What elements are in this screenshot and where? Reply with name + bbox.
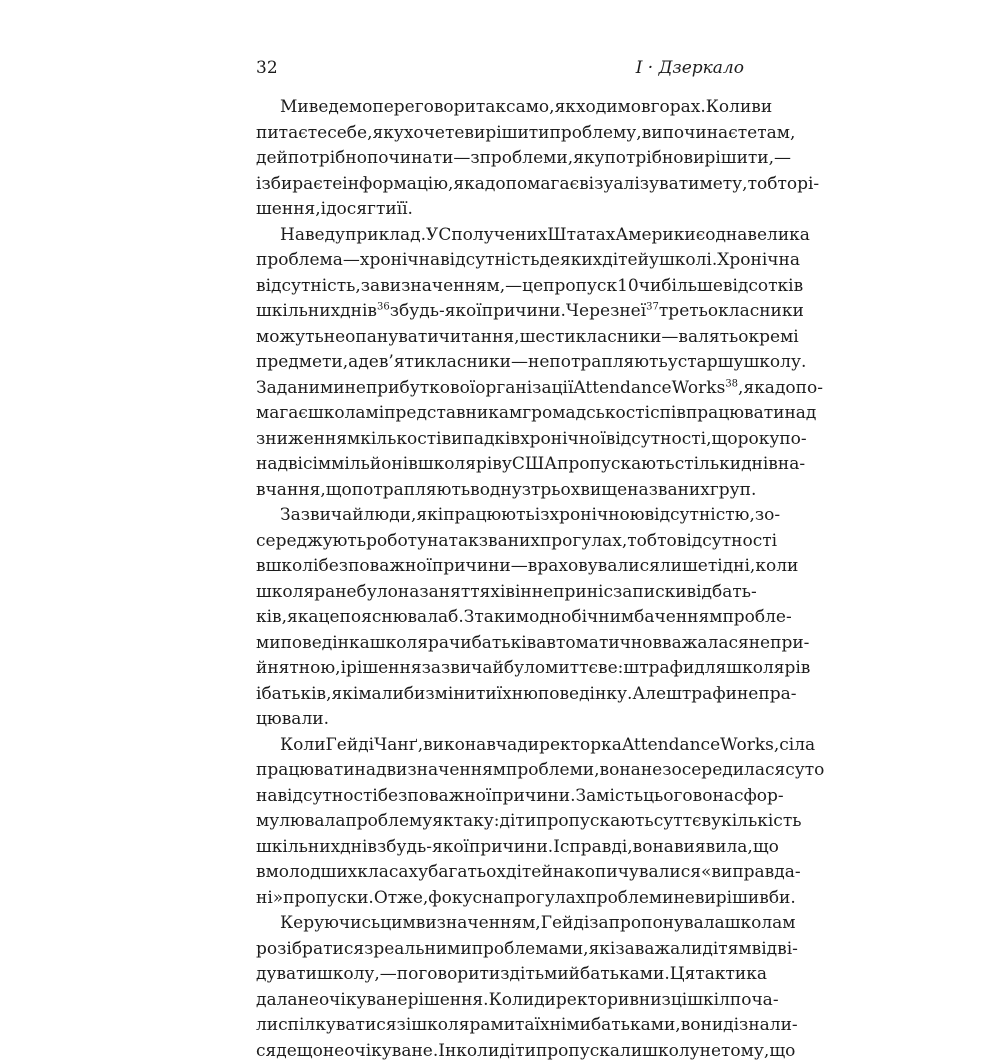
text-line: середжують роботу на так званих прогулах, тобто відсутності xyxy=(256,529,745,555)
text-line: відсутність, за визначенням, — це пропуск 10 чи більше відсотків xyxy=(256,274,745,300)
text-line: в молодших класах у багатьох дітей накопичувалися «виправда- xyxy=(256,860,745,886)
text-line: Ми ведемо переговори так само, як ходимо в горах. Коли ви xyxy=(256,95,745,121)
text-line: зниженням кількості випадків хронічної відсутності, щороку по- xyxy=(256,427,745,453)
paragraph xyxy=(256,223,745,504)
text-line: розібратися з реальними проблемами, які заважали дітям відві- xyxy=(256,937,745,963)
text-line: Коли Гейді Чанґ, виконавча директорка Attendance Works, сіла xyxy=(256,733,745,759)
page-number: 32 xyxy=(256,58,278,78)
text-line: шкільних днів з будь-якої причини. І справді, вона виявила, що xyxy=(256,835,745,861)
body-text xyxy=(256,95,745,1064)
text-line: мулювала проблему як таку: діти пропускають суттєву кількість xyxy=(256,809,745,835)
text-line: на відсутності без поважної причини. Замість цього вона сфор- xyxy=(256,784,745,810)
text-line: предмети, а дев’ятикласники — не потрапляють у старшу школу. xyxy=(256,350,745,376)
text-line: над вісім мільйонів школярів у США пропускають стільки днів на- xyxy=(256,452,745,478)
text-line: ми поведінка школяра чи батьків автоматично вважалася непри- xyxy=(256,631,745,657)
text-line: працювати над визначенням проблеми, вона не зосередилася суто xyxy=(256,758,745,784)
text-line: дувати школу, — поговорити з дітьми й батьками. Ця тактика xyxy=(256,962,745,988)
text-line: питаєте себе, яку хочете вирішити проблему, ви починаєте там, xyxy=(256,121,745,147)
text-line: ків, яка це пояснювала б. З таким однобічним баченням пробле- xyxy=(256,605,745,631)
text-line: ні» пропуски. Отже, фокус на прогулах проблеми не вирішив би. xyxy=(256,886,745,912)
text-line: магає школам і представникам громадськості співпрацювати над xyxy=(256,401,745,427)
text-line: де й потрібно починати — з проблеми, яку потрібно вирішити, — xyxy=(256,146,745,172)
text-line: Зазвичай люди, які працюють із хронічною відсутністю, зо- xyxy=(256,503,745,529)
text-line: і збираєте інформацію, яка допомагає візуалізувати мету, тобто рі- xyxy=(256,172,745,198)
paragraph xyxy=(256,733,745,912)
text-line: шення, і досягти її. xyxy=(256,197,745,223)
text-line: Керуючись цим визначенням, Гейді запропонувала школам xyxy=(256,911,745,937)
text-line: шкільних днів$^{36}$ з будь-якої причини. Через неї$^{37}$ третьокласники xyxy=(256,299,745,325)
text-line: і батьків, які мали би змінити їхню поведінку. Але штрафи не пра- xyxy=(256,682,745,708)
text-line: ли спілкуватися зі школярами та їхніми батьками, вони дізнали- xyxy=(256,1013,745,1039)
text-line: цювали. xyxy=(256,707,745,733)
running-header: I · Дзеркало xyxy=(636,58,744,78)
text-line: в школі без поважної причини — враховувалися лише ті дні, коли xyxy=(256,554,745,580)
text-line: школяра не було на заняттях і він не приніс записки від бать- xyxy=(256,580,745,606)
text-line: ся дещо неочікуване. Інколи діти пропускали школу не тому, що xyxy=(256,1039,745,1064)
text-line: дала неочікуване рішення. Коли директори в низці шкіл поча- xyxy=(256,988,745,1014)
text-line: Наведу приклад. У Сполучених Штатах Америки є одна велика xyxy=(256,223,745,249)
text-line: йнятною, і рішення зазвичай було миттєве: штрафи для школярів xyxy=(256,656,745,682)
text-line: проблема — хронічна відсутність деяких дітей у школі. Хронічна xyxy=(256,248,745,274)
paragraph xyxy=(256,95,745,223)
text-line: За даними неприбуткової організації Attendance Works$^{38}$, яка допо- xyxy=(256,376,745,402)
text-line: можуть не опанувати читання, шестикласники — валять окремі xyxy=(256,325,745,351)
paragraph xyxy=(256,503,745,733)
text-line: вчання, що потрапляють в одну з трьох вищеназваних груп. xyxy=(256,478,745,504)
paragraph xyxy=(256,911,745,1064)
